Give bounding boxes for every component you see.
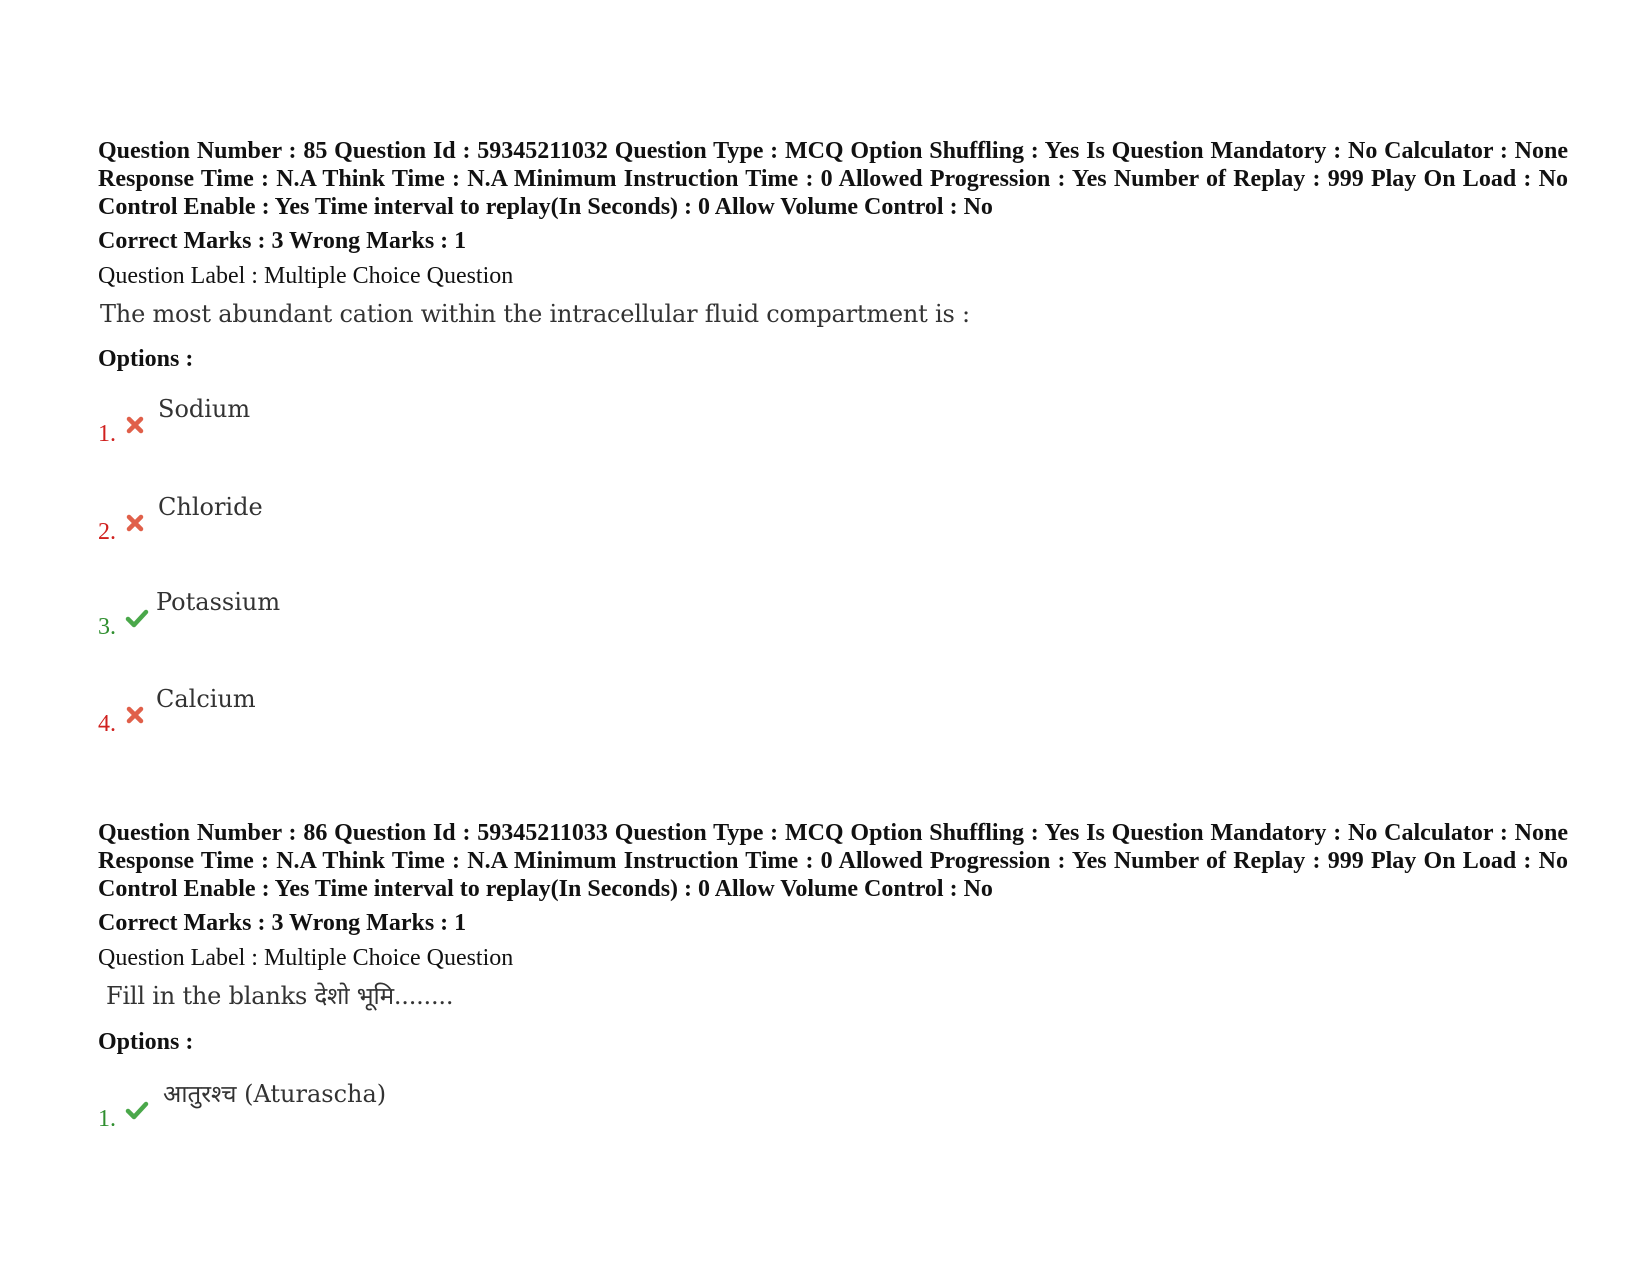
cross-icon [125,705,145,725]
check-icon [125,1100,149,1120]
options-heading: Options : [98,346,194,372]
question-text: Fill in the blanks देशो भूमि........ [106,982,454,1010]
check-icon [125,608,149,628]
option-item [98,1080,698,1130]
question-marks: Correct Marks : 3 Wrong Marks : 1 [98,228,467,254]
option-number: 1. [98,421,116,447]
question-label: Question Label : Multiple Choice Question [98,263,514,289]
option-text: आतुरश्च (Aturascha) [163,1080,387,1108]
options-heading: Options : [98,1029,194,1055]
option-number: 4. [98,711,116,737]
option-number: 3. [98,614,116,640]
question-label: Question Label : Multiple Choice Question [98,945,514,971]
question-text: The most abundant cation within the intracellular fluid compartment is : [100,300,970,328]
options-block-86 [98,1028,1568,1056]
option-text: Chloride [158,493,263,521]
question-86 [98,819,1568,1011]
question-meta: Question Number : 85 Question Id : 59345211032 Question Type : MCQ Option Shuffling : Yes Is Question Mandatory : No Calculator : None Response Time : N.A Think Time : N.A Minimum Instruction Time : 0 Allowed Progression : Yes Number of Replay : 999 Play On Load : No Control Enable : Yes Time interval to replay(In Seconds) : 0 Allow Volume Control : No [98,138,1568,220]
option-item [98,685,698,735]
option-text: Calcium [156,685,256,713]
cross-icon [125,513,145,533]
cross-icon [125,415,145,435]
question-marks: Correct Marks : 3 Wrong Marks : 1 [98,910,467,936]
option-item [98,588,698,638]
option-number: 2. [98,519,116,545]
option-text: Sodium [158,395,251,423]
option-text: Potassium [156,588,281,616]
question-meta: Question Number : 86 Question Id : 59345211033 Question Type : MCQ Option Shuffling : Yes Is Question Mandatory : No Calculator : None Response Time : N.A Think Time : N.A Minimum Instruction Time : 0 Allowed Progression : Yes Number of Replay : 999 Play On Load : No Control Enable : Yes Time interval to replay(In Seconds) : 0 Allow Volume Control : No [98,820,1568,902]
option-number: 1. [98,1106,116,1132]
option-item [98,395,698,445]
options-block-85 [98,345,1568,373]
option-item [98,493,698,543]
question-85 [98,137,1568,329]
